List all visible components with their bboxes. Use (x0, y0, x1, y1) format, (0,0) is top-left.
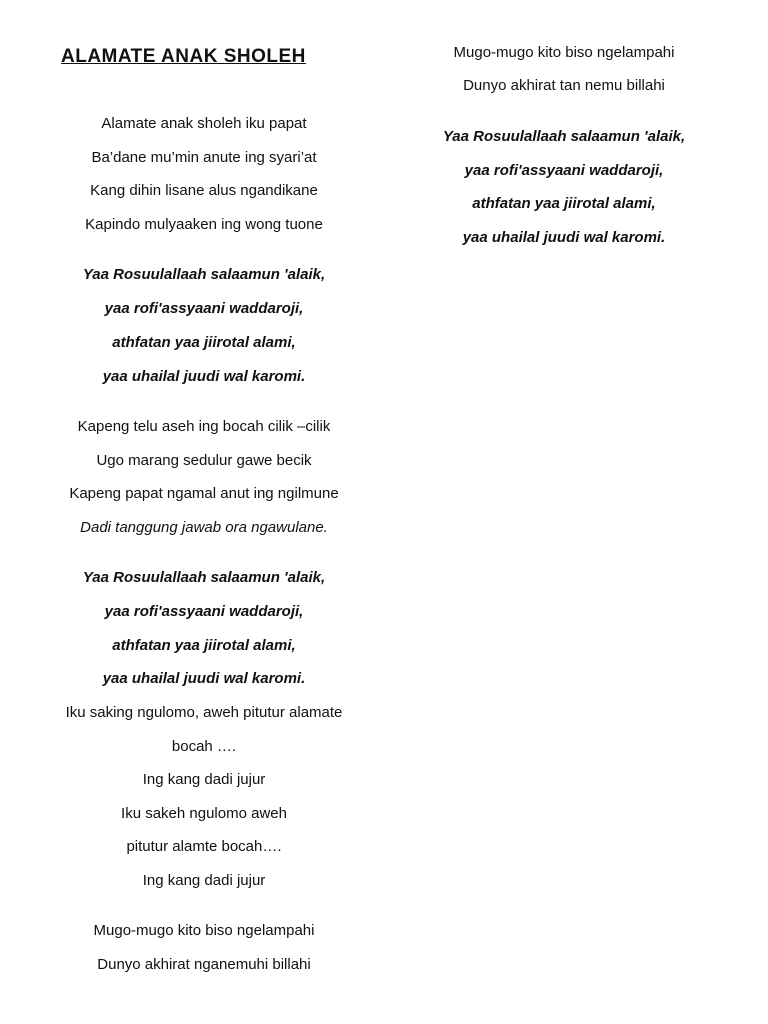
verse3-line-3: Ing kang dadi jujur (142, 771, 266, 788)
chorus2-line-3: athfatan yaa jiirotal alami, (112, 637, 296, 654)
closing-line-1: Mugo-mugo kito biso ngelampahi (93, 922, 315, 939)
right-chorus-line-2: yaa rofi'assyaani waddaroji, (464, 162, 664, 179)
verse3-line-6: Ing kang dadi jujur (142, 872, 266, 889)
chorus1-line-2: yaa rofi'assyaani waddaroji, (104, 300, 304, 317)
chorus2-line-2: yaa rofi'assyaani waddaroji, (104, 603, 304, 620)
verse2-line-3: Kapeng papat ngamal anut ing ngilmune (69, 485, 339, 502)
right-chorus-line-3: athfatan yaa jiirotal alami, (472, 195, 656, 212)
chorus2-line-1: Yaa Rosuulallaah salaamun 'alaik, (82, 569, 326, 586)
verse3-line-4: Iku sakeh ngulomo aweh (121, 805, 287, 822)
verse1-line-4: Kapindo mulyaaken ing wong tuone (85, 216, 323, 233)
right-closing-line-2: Dunyo akhirat tan nemu billahi (463, 77, 665, 94)
right-chorus-line-4: yaa uhailal juudi wal karomi. (462, 229, 666, 246)
right-closing-line-1: Mugo-mugo kito biso ngelampahi (453, 44, 675, 61)
chorus2-line-4: yaa uhailal juudi wal karomi. (102, 670, 306, 687)
verse3-line-1: Iku saking ngulomo, aweh pitutur alamate (65, 704, 343, 721)
verse2-line-4: Dadi tanggung jawab ora ngawulane. (80, 519, 328, 536)
verse2-line-2: Ugo marang sedulur gawe becik (96, 452, 312, 469)
verse3-line-5: pitutur alamte bocah…. (126, 838, 282, 855)
document-title: ALAMATE ANAK SHOLEH (61, 46, 306, 67)
verse1-line-1: Alamate anak sholeh iku papat (101, 115, 307, 132)
verse2-line-1: Kapeng telu aseh ing bocah cilik –cilik (77, 418, 331, 435)
verse3-line-2: bocah …. (171, 738, 237, 755)
chorus1-line-4: yaa uhailal juudi wal karomi. (102, 368, 306, 385)
chorus1-line-1: Yaa Rosuulallaah salaamun 'alaik, (82, 266, 326, 283)
right-chorus-line-1: Yaa Rosuulallaah salaamun 'alaik, (442, 128, 686, 145)
verse1-line-2: Ba’dane mu’min anute ing syari’at (91, 149, 317, 166)
chorus1-line-3: athfatan yaa jiirotal alami, (112, 334, 296, 351)
verse1-line-3: Kang dihin lisane alus ngandikane (90, 182, 318, 199)
closing-line-2: Dunyo akhirat nganemuhi billahi (97, 956, 311, 973)
